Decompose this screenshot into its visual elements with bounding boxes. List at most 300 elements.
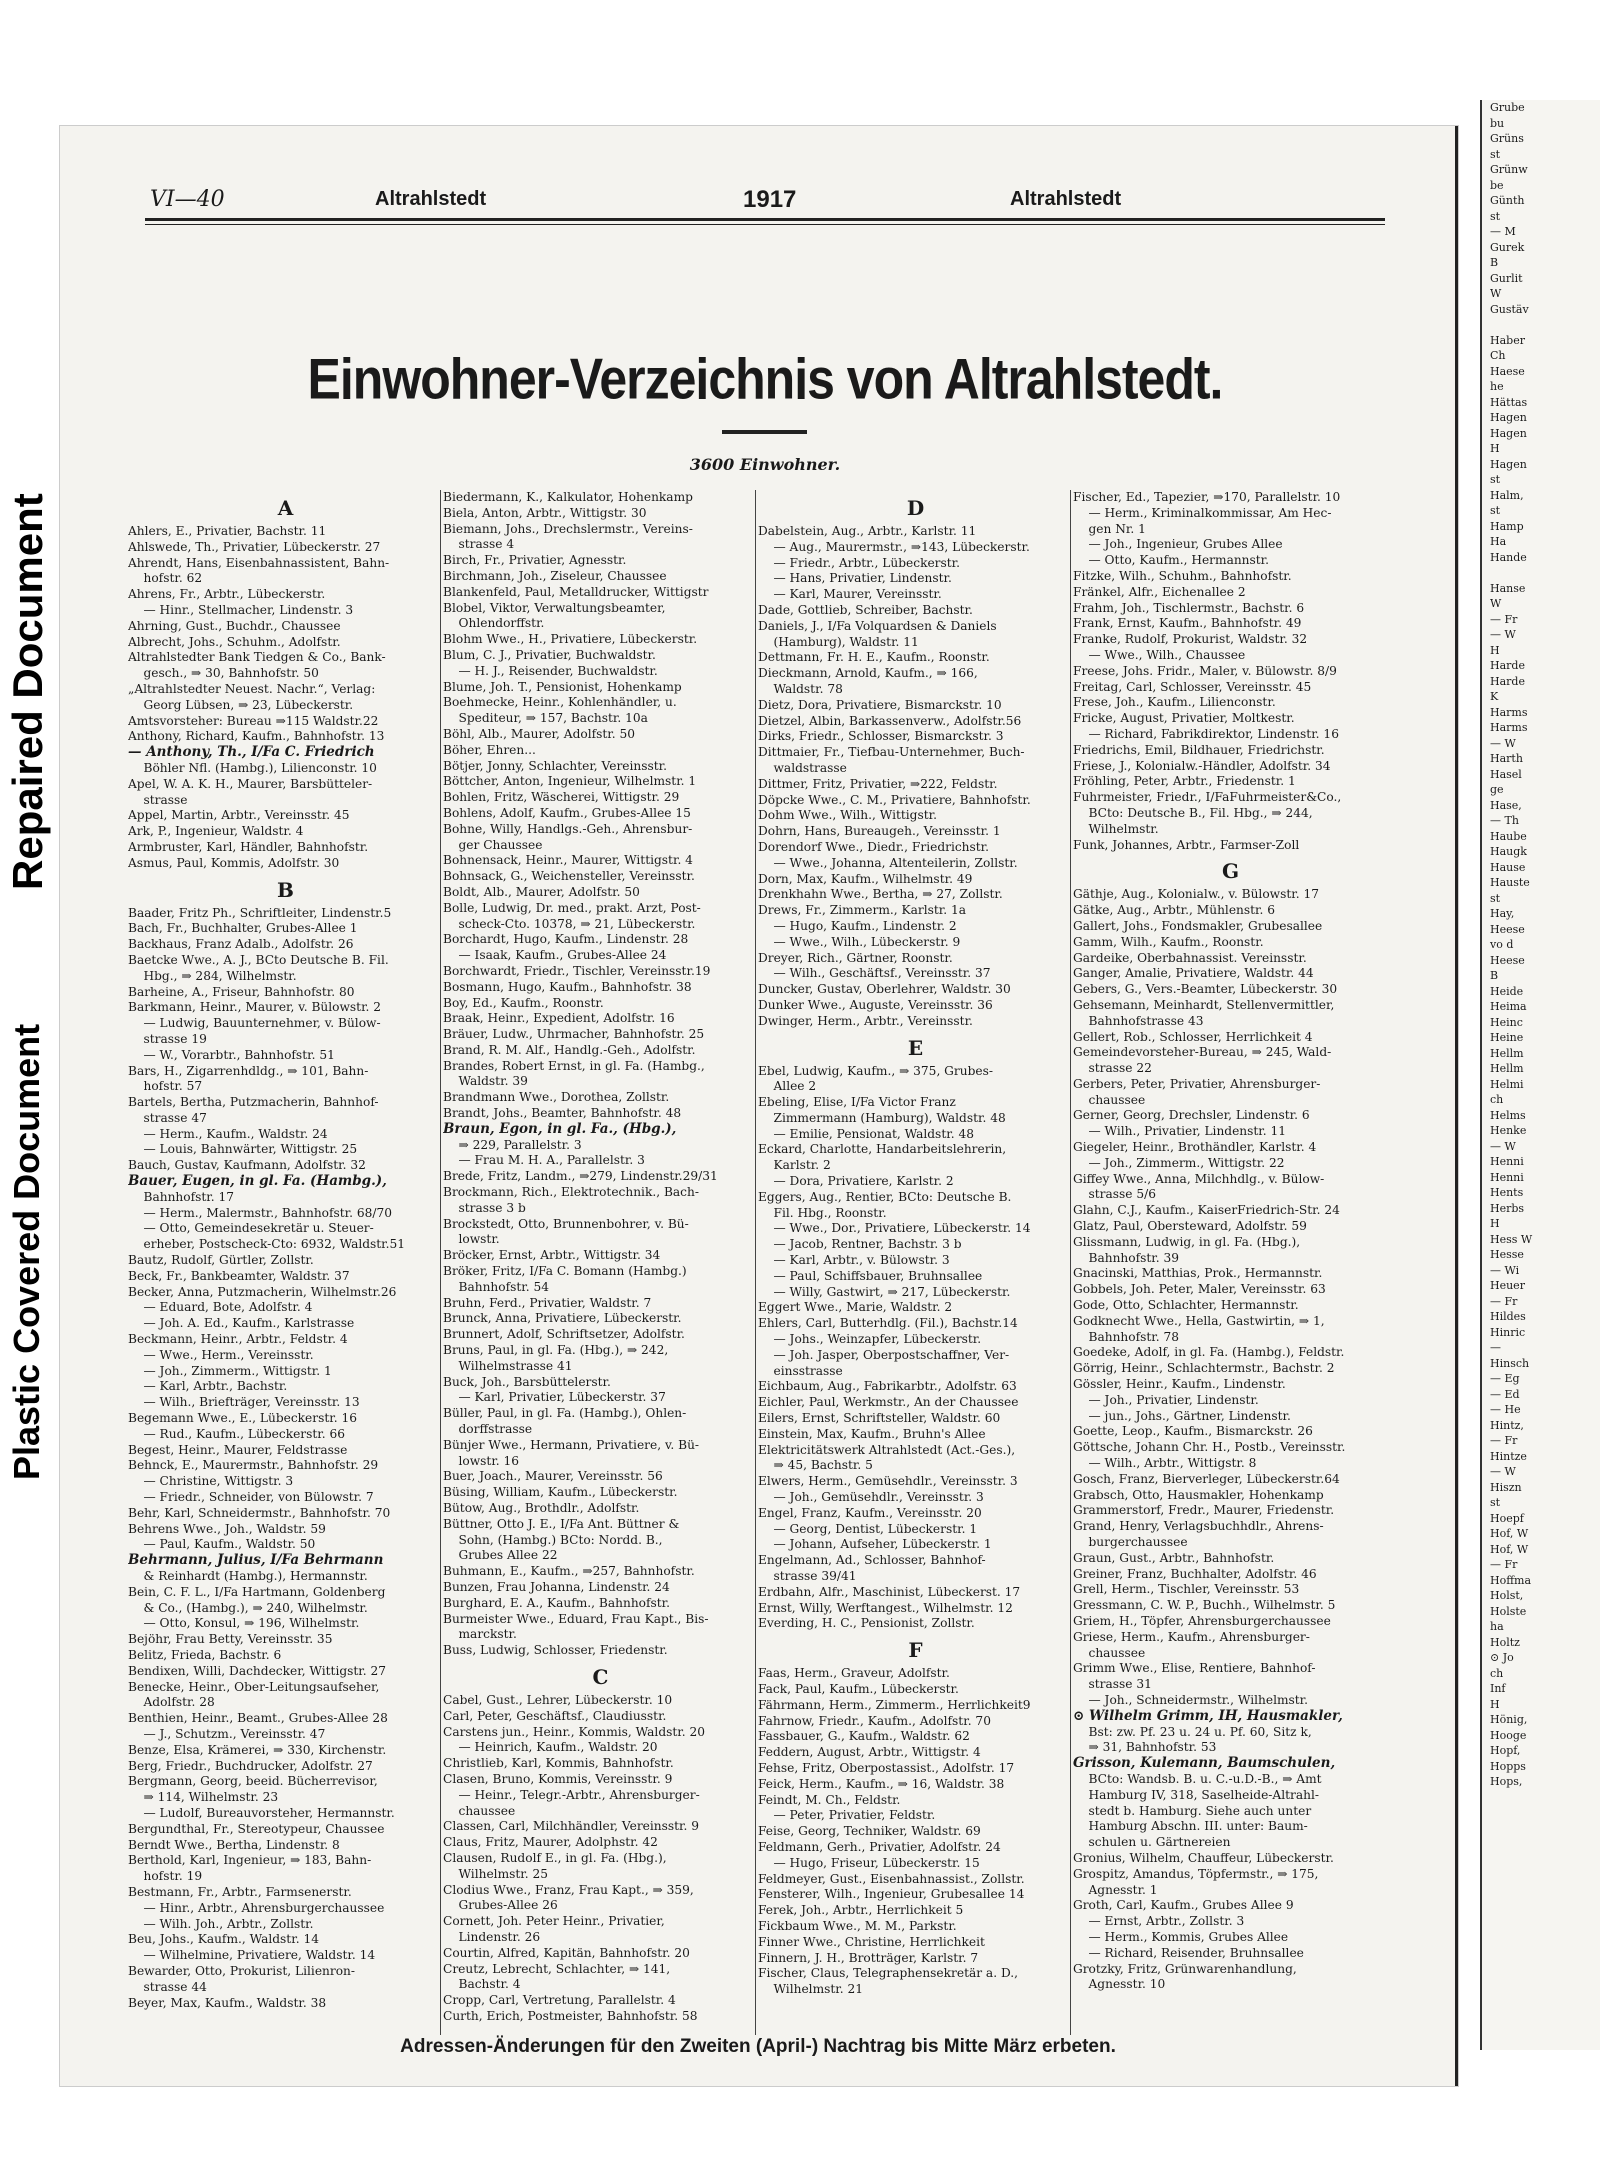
directory-entry: Blum, C. J., Privatier, Buchwaldstr.	[443, 647, 656, 662]
section-letter: A	[277, 496, 294, 520]
directory-entry: Waldstr. 39	[443, 1074, 528, 1089]
adjacent-page-text: Hintze	[1490, 1449, 1527, 1463]
adjacent-page-text: Hanse	[1490, 581, 1526, 595]
directory-entry: — Wilh., Arbtr., Wittigstr. 8	[1073, 1456, 1257, 1471]
directory-entry: Zimmermann (Hamburg), Waldstr. 48	[758, 1110, 1006, 1125]
directory-entry: Giffey Wwe., Anna, Milchhdlg., v. Bülow-	[1073, 1171, 1325, 1186]
directory-entry: — Ludwig, Bauunternehmer, v. Bülow-	[128, 1016, 381, 1031]
directory-entry: Drenkhahn Wwe., Bertha, ⇒ 27, Zollstr.	[758, 887, 1003, 902]
directory-entry: — Karl, Arbtr., v. Bülowstr. 3	[758, 1253, 950, 1268]
directory-entry: Dietz, Dora, Privatiere, Bismarckstr. 10	[758, 697, 1002, 712]
directory-entry: — Ludolf, Bureauvorsteher, Hermannstr.	[128, 1805, 395, 1820]
directory-entry: scheck-Cto. 10378, ⇒ 21, Lübeckerstr.	[443, 916, 696, 931]
directory-entry: Graun, Gust., Arbtr., Bahnhofstr.	[1073, 1550, 1275, 1565]
directory-entry: ⇒ 31, Bahnhofstr. 53	[1073, 1740, 1217, 1755]
directory-entry: Ahrning, Gust., Buchdr., Chaussee	[128, 618, 341, 633]
directory-entry: Bosmann, Hugo, Kaufm., Bahnhofstr. 38	[443, 979, 692, 994]
adjacent-page-text: Heuer	[1490, 1279, 1525, 1292]
directory-entry: Gehsemann, Meinhardt, Stellenvermittler,	[1073, 997, 1335, 1012]
adjacent-page-text: Hof, W	[1490, 1527, 1529, 1540]
directory-entry: Gätke, Aug., Arbtr., Mühlenstr. 6	[1073, 903, 1276, 918]
directory-entry: Behr, Karl, Schneidermstr., Bahnhofstr. 70	[128, 1505, 391, 1520]
directory-entry: Göttsche, Johann Chr. H., Postb., Vereinsstr.	[1073, 1440, 1346, 1455]
directory-entry: Borchwardt, Friedr., Tischler, Vereinsstr.19	[443, 963, 711, 978]
directory-entry: Bergmann, Georg, beeid. Bücherrevisor,	[128, 1774, 378, 1789]
directory-entry: — Willy, Gastwirt, ⇒ 217, Lübeckerstr.	[758, 1284, 1011, 1299]
directory-entry: Bars, H., Zigarrenhdldg., ⇒ 101, Bahn-	[128, 1063, 369, 1078]
adjacent-page-text: — M	[1490, 225, 1516, 238]
column-divider	[755, 490, 756, 2035]
directory-entry: Christlieb, Karl, Kommis, Bahnhofstr.	[443, 1756, 674, 1771]
adjacent-page-text: Hesse	[1490, 1248, 1524, 1261]
adjacent-page-text: K	[1490, 690, 1499, 703]
directory-entry: — Emilie, Pensionat, Waldstr. 48	[758, 1126, 974, 1141]
directory-entry: Fuhrmeister, Friedr., I/FaFuhrmeister&Co.,	[1073, 790, 1342, 805]
directory-entry: Feldmeyer, Gust., Eisenbahnassist., Zollstr.	[758, 1871, 1025, 1886]
directory-entry: Cornett, Joh. Peter Heinr., Privatier,	[443, 1914, 665, 1929]
directory-entry: Clausen, Rudolf E., in gl. Fa. (Hbg.),	[443, 1850, 667, 1865]
directory-entry: Fil. Hbg., Roonstr.	[758, 1205, 887, 1220]
directory-entry: strasse 5/6	[1073, 1187, 1156, 1202]
adjacent-page-text: Hamp	[1490, 519, 1524, 533]
directory-column-4	[1073, 490, 1388, 2030]
directory-entry: Bach, Fr., Buchhalter, Grubes-Allee 1	[128, 921, 358, 936]
adjacent-page-text: — Ed	[1490, 1387, 1520, 1401]
directory-entry: — Louis, Bahnwärter, Wittigstr. 25	[128, 1142, 358, 1157]
directory-entry: Gosch, Franz, Bierverleger, Lübeckerstr.64	[1073, 1471, 1340, 1486]
directory-entry: Bejöhr, Frau Betty, Vereinsstr. 35	[128, 1632, 333, 1647]
adjacent-page-text: st	[1490, 504, 1501, 517]
directory-entry: erheber, Postscheck-Cto: 6932, Waldstr.51	[128, 1237, 406, 1252]
directory-entry: Bünjer Wwe., Hermann, Privatiere, v. Bü-	[443, 1437, 700, 1452]
directory-entry: Bröcker, Ernst, Arbtr., Wittigstr. 34	[443, 1248, 661, 1263]
directory-entry: Bestmann, Fr., Arbtr., Farmsenerstr.	[128, 1884, 352, 1899]
directory-entry: Bohnensack, Heinr., Maurer, Wittigstr. 4	[443, 853, 693, 868]
directory-entry: & Reinhardt (Hambg.), Hermannstr.	[128, 1569, 368, 1583]
directory-entry: Behrmann, Julius, I/Fa Behrmann	[128, 1552, 384, 1569]
directory-entry: — Wilh., Privatier, Lindenstr. 11	[1073, 1124, 1287, 1139]
directory-entry: — Karl, Maurer, Vereinsstr.	[758, 587, 942, 602]
directory-entry: — Hinr., Arbtr., Ahrensburgerchaussee	[128, 1900, 385, 1915]
header-rule	[145, 218, 1385, 221]
directory-entry: Braun, Egon, in gl. Fa., (Hbg.),	[443, 1120, 677, 1137]
directory-entry: Brede, Fritz, Landm., ⇒279, Lindenstr.29/31	[443, 1169, 718, 1184]
directory-entry: Belitz, Frieda, Bachstr. 6	[128, 1647, 282, 1662]
directory-entry: ⇒ 114, Wilhelmstr. 23	[128, 1790, 279, 1805]
directory-entry: Grimm Wwe., Elise, Rentiere, Bahnhof-	[1073, 1661, 1316, 1676]
directory-entry: Benecke, Heinr., Ober-Leitungsaufseher,	[128, 1679, 380, 1694]
directory-entry: Frahm, Joh., Tischlermstr., Bachstr. 6	[1073, 600, 1305, 615]
directory-entry: Cabel, Gust., Lehrer, Lübeckerstr. 10	[443, 1692, 673, 1707]
page-subtitle: 3600 Einwohner.	[689, 455, 841, 474]
directory-entry: — Hugo, Kaufm., Lindenstr. 2	[758, 918, 957, 933]
adjacent-page-text	[1482, 565, 1600, 581]
directory-entry: Blume, Joh. T., Pensionist, Hohenkamp	[443, 679, 682, 694]
directory-entry: Grisson, Kulemann, Baumschulen,	[1073, 1755, 1336, 1772]
directory-entry: Beckmann, Heinr., Arbtr., Feldstr. 4	[128, 1332, 348, 1347]
directory-entry: Dietzel, Albin, Barkassenverw., Adolfstr.56	[758, 713, 1022, 728]
directory-entry: Fränkel, Alfr., Eichenallee 2	[1073, 584, 1246, 599]
adjacent-page-text: ge	[1490, 783, 1504, 796]
directory-entry: Godknecht Wwe., Hella, Gastwirtin, ⇒ 1,	[1073, 1313, 1325, 1328]
directory-entry: Fischer, Claus, Telegraphensekretär a. D.,	[758, 1966, 1019, 1981]
adjacent-page-text: Heese	[1490, 953, 1525, 967]
directory-entry: Bahnhofstr. 78	[1073, 1329, 1180, 1344]
adjacent-page-text: st	[1490, 891, 1501, 905]
directory-entry: Ganger, Amalie, Privatiere, Waldstr. 44	[1073, 966, 1314, 981]
adjacent-page-text: Günth	[1490, 194, 1525, 207]
directory-entry: — Herm., Malermstr., Bahnhofstr. 68/70	[128, 1205, 393, 1220]
directory-entry: waldstrasse	[758, 760, 847, 775]
directory-entry: — Wwe., Dor., Privatiere, Lübeckerstr. 14	[758, 1221, 1031, 1236]
directory-entry: Bütow, Aug., Brothdlr., Adolfstr.	[443, 1501, 640, 1515]
directory-entry: ⇒ 229, Parallelstr. 3	[443, 1137, 582, 1152]
directory-entry: chaussee	[1073, 1092, 1146, 1107]
directory-entry: — Johs., Weinzapfer, Lübeckerstr.	[758, 1332, 982, 1347]
directory-entry: Fensterer, Wilh., Ingenieur, Grubesallee 14	[758, 1887, 1025, 1902]
adjacent-page-text: Hinric	[1490, 1325, 1526, 1339]
directory-entry: Büsing, William, Kaufm., Lübeckerstr.	[443, 1485, 678, 1500]
directory-entry: Hbg., ⇒ 284, Wilhelmstr.	[128, 968, 297, 983]
directory-entry: Benthien, Heinr., Beamt., Grubes-Allee 28	[128, 1711, 388, 1726]
directory-entry: Bruhn, Ferd., Privatier, Waldstr. 7	[443, 1295, 652, 1310]
page-header	[85, 184, 1375, 214]
adjacent-page-text: st	[1490, 473, 1501, 486]
directory-entry: Gamm, Wilh., Kaufm., Roonstr.	[1073, 934, 1264, 949]
adjacent-page-text: Heima	[1490, 1000, 1527, 1013]
directory-entry: Finnern, J. H., Brotträger, Karlstr. 7	[758, 1950, 979, 1965]
directory-entry: — H. J., Reisender, Buchwaldstr.	[443, 663, 658, 678]
directory-entry: Dwinger, Herm., Arbtr., Vereinsstr.	[758, 1013, 973, 1028]
directory-entry: Dohrn, Hans, Bureaugeh., Vereinsstr. 1	[758, 824, 1001, 839]
directory-entry: lowstr. 16	[443, 1453, 520, 1468]
directory-entry: Dohm Wwe., Wilh., Wittigstr.	[758, 808, 937, 823]
directory-entry: — Rud., Kaufm., Lübeckerstr. 66	[128, 1426, 346, 1441]
adjacent-page-text: Hof, W	[1490, 1542, 1529, 1556]
directory-entry: Gardeike, Oberbahnassist. Vereinsstr.	[1073, 950, 1307, 965]
directory-entry: Dunker Wwe., Auguste, Vereinsstr. 36	[758, 997, 993, 1012]
directory-entry: Clasen, Bruno, Kommis, Vereinsstr. 9	[443, 1771, 673, 1786]
directory-entry: Brand, R. M. Alf., Handlg.-Geh., Adolfstr.	[443, 1042, 696, 1057]
directory-entry: Barkmann, Heinr., Maurer, v. Bülowstr. 2	[128, 1000, 382, 1015]
directory-entry: Gebers, G., Vers.-Beamter, Lübeckerstr. 30	[1073, 982, 1338, 997]
directory-entry: Begest, Heinr., Maurer, Feldstrasse	[128, 1442, 348, 1457]
column-divider	[1070, 490, 1071, 2035]
directory-entry: — Herm., Kriminalkommissar, Am Hec-	[1073, 505, 1332, 520]
directory-entry: — Karl, Privatier, Lübeckerstr. 37	[443, 1390, 666, 1405]
adjacent-page-text: Hopps	[1490, 1759, 1526, 1773]
directory-entry: Bartels, Bertha, Putzmacherin, Bahnhof-	[128, 1095, 379, 1110]
directory-entry: strasse 47	[128, 1110, 207, 1125]
directory-entry: Bachstr. 4	[443, 1977, 521, 1992]
directory-entry: — Herm., Kaufm., Waldstr. 24	[128, 1126, 328, 1141]
directory-entry: Ebeling, Elise, I/Fa Victor Franz	[758, 1095, 956, 1110]
directory-column-1	[128, 490, 443, 2030]
adjacent-page-text: — Wi	[1490, 1263, 1520, 1277]
directory-entry: Böhl, Alb., Maurer, Adolfstr. 50	[443, 726, 636, 741]
directory-entry: Dorn, Max, Kaufm., Wilhelmstr. 49	[758, 871, 973, 886]
directory-entry: Freitag, Carl, Schlosser, Vereinsstr. 45	[1073, 679, 1312, 694]
directory-entry: — Peter, Privatier, Feldstr.	[758, 1808, 936, 1823]
adjacent-page-text: Hess W	[1490, 1232, 1533, 1246]
adjacent-page-text: — Fr	[1490, 1294, 1518, 1308]
directory-entry: Berthold, Karl, Ingenieur, ⇒ 183, Bahn-	[128, 1853, 372, 1868]
directory-entry: Birch, Fr., Privatier, Agnesstr.	[443, 553, 627, 568]
directory-entry: schulen u. Gärtnereien	[1073, 1835, 1231, 1850]
adjacent-page-text: Hildes	[1490, 1310, 1526, 1323]
directory-entry: dorffstrasse	[443, 1422, 533, 1437]
directory-entry: — Georg, Dentist, Lübeckerstr. 1	[758, 1521, 978, 1536]
directory-entry: Berg, Friedr., Buchdrucker, Adolfstr. 27	[128, 1758, 373, 1773]
directory-entry: Feldmann, Gerh., Privatier, Adolfstr. 24	[758, 1839, 1001, 1854]
directory-entry: & Co., (Hambg.), ⇒ 240, Wilhelmstr.	[128, 1600, 368, 1615]
adjacent-page-text: — W	[1490, 628, 1516, 641]
directory-entry: Brunck, Anna, Privatiere, Lübeckerstr.	[443, 1311, 682, 1326]
directory-entry: Fitzke, Wilh., Schuhm., Bahnhofstr.	[1073, 568, 1292, 583]
directory-entry: Bahnhofstrasse 43	[1073, 1013, 1204, 1028]
adjacent-page-fragment	[1480, 100, 1600, 2050]
side-label-strip	[0, 190, 64, 1480]
directory-entry: Eilers, Ernst, Schriftsteller, Waldstr. 60	[758, 1411, 1001, 1426]
directory-entry: Brunnert, Adolf, Schriftsetzer, Adolfstr.	[443, 1327, 685, 1342]
adjacent-page-text: Ch	[1490, 349, 1506, 362]
adjacent-page-text: Heese	[1490, 922, 1525, 936]
directory-entry: Amtsvorsteher: Bureau ⇒115 Waldstr.22	[128, 713, 379, 728]
directory-entry: — Frau M. H. A., Parallelstr. 3	[443, 1153, 645, 1168]
directory-entry: Döpcke Wwe., C. M., Privatiere, Bahnhofstr.	[758, 792, 1031, 807]
directory-entry: hofstr. 57	[128, 1079, 203, 1094]
directory-entry: Duncker, Gustav, Oberlehrer, Waldstr. 30	[758, 982, 1011, 997]
directory-entry: Dittmer, Fritz, Privatier, ⇒222, Feldstr.	[758, 776, 998, 791]
directory-entry: Bein, C. F. L., I/Fa Hartmann, Goldenberg	[128, 1584, 386, 1599]
directory-entry: BCto: Wandsb. B. u. C.-u.D.-B., ⇒ Amt	[1073, 1771, 1322, 1786]
directory-entry: Clodius Wwe., Franz, Frau Kapt., ⇒ 359,	[443, 1882, 694, 1897]
directory-entry: hofstr. 62	[128, 571, 203, 586]
directory-entry: — Wwe., Johanna, Altenteilerin, Zollstr.	[758, 855, 1018, 870]
directory-entry: Allee 2	[758, 1079, 817, 1094]
directory-entry: — J., Schutzm., Vereinsstr. 47	[128, 1726, 326, 1741]
adjacent-page-text: be	[1490, 178, 1504, 192]
directory-entry: Cropp, Carl, Vertretung, Parallelstr. 4	[443, 1993, 676, 2008]
header-year: 1917	[743, 186, 797, 213]
directory-entry: Blohm Wwe., H., Privatiere, Lübeckerstr.	[443, 632, 698, 647]
adjacent-page-text: H	[1490, 442, 1500, 455]
adjacent-page-text: ⊙ Jo	[1490, 1651, 1514, 1664]
directory-entry: Bewarder, Otto, Prokurist, Lilienron-	[128, 1963, 356, 1978]
directory-entry: Fickbaum Wwe., M. M., Parkstr.	[758, 1918, 957, 1933]
directory-entry: Bolle, Ludwig, Dr. med., prakt. Arzt, Post-	[443, 900, 701, 915]
adjacent-page-text: Helmi	[1490, 1077, 1524, 1091]
directory-entry: — Otto, Kaufm., Hermannstr.	[1073, 553, 1270, 568]
directory-entry: gen Nr. 1	[1073, 521, 1146, 536]
directory-entry: Fröhling, Peter, Arbtr., Friedenstr. 1	[1073, 774, 1296, 789]
adjacent-page-text: Ha	[1490, 535, 1507, 548]
directory-entry: — Karl, Arbtr., Bachstr.	[128, 1379, 288, 1394]
adjacent-page-text: Hande	[1490, 550, 1527, 564]
adjacent-page-text: Hagen	[1490, 426, 1527, 440]
adjacent-page-text: Hintz,	[1490, 1418, 1524, 1432]
adjacent-page-text: Hagen	[1490, 411, 1527, 424]
directory-entry: Bohnsack, G., Weichensteller, Vereinsstr.	[443, 869, 695, 884]
adjacent-page-text: Haese	[1490, 364, 1525, 378]
page-number: VI—40	[150, 187, 225, 212]
directory-entry: Beu, Johs., Kaufm., Waldstr. 14	[128, 1932, 319, 1947]
adjacent-page-text	[1482, 317, 1600, 333]
directory-entry: Buck, Joh., Barsbüttelerstr.	[443, 1374, 611, 1389]
directory-entry: marckstr.	[443, 1627, 517, 1642]
adjacent-page-text: Heine	[1490, 1031, 1524, 1044]
page-footer-notice: Adressen-Änderungen für den Zweiten (April-) Nachtrag bis Mitte März erbeten.	[400, 2036, 1116, 2057]
directory-entry: Sohn, (Hambg.) BCto: Nordd. B.,	[443, 1532, 663, 1547]
directory-entry: Franke, Rudolf, Prokurist, Waldstr. 32	[1073, 632, 1308, 647]
directory-entry: Bahnhofstr. 17	[128, 1189, 235, 1204]
adjacent-page-text: Hents	[1490, 1186, 1524, 1199]
directory-entry: Wilhelmstrasse 41	[443, 1358, 573, 1373]
adjacent-page-text: ha	[1490, 1620, 1504, 1633]
directory-entry: Frese, Joh., Kaufm., Lilienconstr.	[1073, 695, 1276, 710]
column-divider	[440, 490, 441, 2035]
directory-entry: Everding, H. C., Pensionist, Zollstr.	[758, 1616, 975, 1631]
directory-entry: — Aug., Maurermstr., ⇒143, Lübeckerstr.	[758, 539, 1030, 554]
directory-entry: Apel, W. A. K. H., Maurer, Barsbütteler-	[128, 776, 373, 791]
directory-entry: Beck, Fr., Bankbeamter, Waldstr. 37	[128, 1268, 350, 1283]
directory-entry: Fassbauer, G., Kaufm., Waldstr. 62	[758, 1729, 970, 1744]
directory-entry: burgerchaussee	[1073, 1535, 1188, 1549]
adjacent-page-text: Holtz	[1490, 1635, 1520, 1649]
directory-entry: Dittmaier, Fr., Tiefbau-Unternehmer, Buch-	[758, 745, 1025, 760]
directory-entry: — Joh., Zimmerm., Wittigstr. 1	[128, 1363, 332, 1378]
directory-entry: strasse 3 b	[443, 1200, 526, 1215]
directory-entry: — Paul, Schiffsbauer, Bruhnsallee	[758, 1268, 983, 1283]
directory-entry: Böhler Nfl. (Hambg.), Lilienconstr. 10	[128, 760, 377, 775]
adjacent-page-text: — W	[1490, 1465, 1516, 1478]
adjacent-page-text: Gustäv	[1490, 302, 1529, 316]
adjacent-page-text: st	[1490, 147, 1501, 161]
directory-entry: — Friedr., Schneider, von Bülowstr. 7	[128, 1490, 374, 1505]
directory-entry: Görrig, Heinr., Schlachtermstr., Bachstr. 2	[1073, 1361, 1335, 1376]
directory-entry: Grotzky, Fritz, Grünwarenhandlung,	[1073, 1961, 1297, 1976]
adjacent-page-text: H	[1490, 643, 1500, 657]
adjacent-page-text: bu	[1490, 116, 1505, 130]
directory-entry: — Wilh., Briefträger, Vereinsstr. 13	[128, 1395, 360, 1410]
directory-entry: — jun., Johs., Gärtner, Lindenstr.	[1073, 1408, 1291, 1423]
directory-entry: Bötjer, Jonny, Schlachter, Vereinsstr.	[443, 758, 668, 773]
directory-entry: Altrahlstedter Bank Tiedgen & Co., Bank-	[128, 650, 386, 665]
section-letter: F	[908, 1638, 923, 1663]
directory-entry: Biemann, Johs., Drechslermstr., Vereins-	[443, 521, 693, 536]
directory-entry: einsstrasse	[758, 1363, 843, 1378]
directory-entry: Engelmann, Ad., Schlosser, Bahnhof-	[758, 1553, 986, 1568]
directory-entry: — Otto, Konsul, ⇒ 196, Wilhelmstr.	[128, 1616, 360, 1631]
directory-entry: — Joh., Gemüsehdlr., Vereinsstr. 3	[758, 1490, 984, 1505]
directory-entry: Brandes, Robert Ernst, in gl. Fa. (Hambg.,	[443, 1058, 705, 1073]
adjacent-page-text: Helms	[1490, 1108, 1526, 1122]
directory-entry: — Isaak, Kaufm., Grubes-Allee 24	[443, 948, 667, 963]
directory-entry: strasse 39/41	[758, 1569, 857, 1583]
directory-entry: Boy, Ed., Kaufm., Roonstr.	[443, 995, 604, 1010]
directory-entry: Armbruster, Karl, Händler, Bahnhofstr.	[128, 839, 369, 854]
directory-entry: Gobbels, Joh. Peter, Maler, Vereinsstr. 63	[1073, 1282, 1326, 1297]
adjacent-page-text: B	[1490, 969, 1499, 982]
directory-entry: Buhmann, E., Kaufm., ⇒257, Bahnhofstr.	[443, 1564, 695, 1579]
directory-entry: — Anthony, Th., I/Fa C. Friedrich	[128, 744, 375, 761]
directory-entry: Fack, Paul, Kaufm., Lübeckerstr.	[758, 1681, 959, 1696]
directory-entry: Bunzen, Frau Johanna, Lindenstr. 24	[443, 1579, 670, 1594]
directory-entry: Ahrendt, Hans, Eisenbahnassistent, Bahn-	[128, 555, 390, 570]
directory-entry: chaussee	[443, 1803, 516, 1818]
directory-entry: chaussee	[1073, 1645, 1146, 1660]
directory-entry: — Wwe., Herm., Vereinsstr.	[128, 1347, 314, 1362]
adjacent-page-text: — W	[1490, 1139, 1516, 1153]
directory-entry: Glatz, Paul, Obersteward, Adolfstr. 59	[1073, 1219, 1307, 1234]
adjacent-page-text: Hättas	[1490, 395, 1528, 409]
directory-entry: — Hans, Privatier, Lindenstr.	[758, 571, 952, 586]
adjacent-page-text: Grünw	[1490, 163, 1528, 176]
directory-entry: Boehmecke, Heinr., Kohlenhändler, u.	[443, 695, 677, 710]
directory-entry: Ahrens, Fr., Arbtr., Lübeckerstr.	[128, 587, 326, 602]
directory-entry: hofstr. 19	[128, 1869, 203, 1884]
adjacent-page-text: Gurlit	[1490, 271, 1523, 285]
directory-entry: Gressmann, C. W. P., Buchh., Wilhelmstr. 5	[1073, 1598, 1336, 1613]
adjacent-page-text: — Fr	[1490, 1558, 1518, 1571]
directory-entry: Asmus, Paul, Kommis, Adolfstr. 30	[128, 855, 340, 870]
adjacent-page-text: Henni	[1490, 1155, 1524, 1168]
adjacent-page-text: Hay,	[1490, 907, 1515, 920]
directory-entry: Biedermann, K., Kalkulator, Hohenkamp	[443, 490, 693, 504]
adjacent-page-text: Hoffma	[1490, 1573, 1532, 1587]
directory-entry: Engel, Franz, Kaufm., Vereinsstr. 20	[758, 1505, 982, 1520]
directory-entry: ger Chaussee	[443, 837, 543, 852]
directory-entry: Fährmann, Herm., Zimmerm., Herrlichkeit9	[758, 1697, 1031, 1712]
adjacent-page-text: Harth	[1490, 752, 1523, 765]
adjacent-page-text: H	[1490, 1697, 1500, 1711]
directory-entry: Eggert Wwe., Marie, Waldstr. 2	[758, 1300, 953, 1315]
directory-entry: Grospitz, Amandus, Töpfermstr., ⇒ 175,	[1073, 1866, 1319, 1881]
directory-entry: Glahn, C.J., Kaufm., KaiserFriedrich-Str. 24	[1073, 1203, 1340, 1218]
directory-entry: Gössler, Heinr., Kaufm., Lindenstr.	[1073, 1377, 1286, 1392]
directory-entry: Eggers, Aug., Rentier, BCto: Deutsche B.	[758, 1189, 1012, 1204]
adjacent-page-text: Grube	[1490, 101, 1525, 114]
directory-entry: — Otto, Gemeindesekretär u. Steuer-	[128, 1221, 374, 1236]
directory-entry: — Ernst, Arbtr., Zollstr. 3	[1073, 1914, 1245, 1929]
directory-entry: Wilhelmstr. 21	[758, 1982, 864, 1997]
directory-entry: Bahnhofstr. 54	[443, 1279, 550, 1294]
directory-entry: Bst: zw. Pf. 23 u. 24 u. Pf. 60, Sitz k,	[1073, 1724, 1312, 1739]
directory-entry: Blobel, Viktor, Verwaltungsbeamter,	[443, 600, 666, 615]
section-letter: C	[592, 1664, 609, 1689]
directory-entry: Glissmann, Ludwig, in gl. Fa. (Hbg.),	[1073, 1234, 1301, 1249]
directory-entry: Grammerstorf, Fredr., Maurer, Friedenstr.	[1073, 1503, 1335, 1518]
adjacent-page-text: H	[1490, 1217, 1500, 1230]
directory-entry: Friese, J., Kolonialw.-Händler, Adolfstr. 34	[1073, 758, 1331, 773]
section-letter: G	[1221, 859, 1240, 884]
directory-entry: Begemann Wwe., E., Lübeckerstr. 16	[128, 1411, 357, 1426]
directory-entry: (Hamburg), Waldstr. 11	[758, 634, 919, 649]
directory-entry: Burmeister Wwe., Eduard, Frau Kapt., Bis-	[443, 1611, 709, 1626]
adjacent-page-text: Inf	[1490, 1682, 1506, 1695]
directory-entry: Feise, Georg, Techniker, Waldstr. 69	[758, 1824, 981, 1839]
adjacent-page-text: — Th	[1490, 814, 1519, 827]
directory-entry: Albrecht, Johs., Schuhm., Adolfstr.	[128, 634, 341, 649]
adjacent-page-text: Hinsch	[1490, 1356, 1530, 1370]
directory-column-3	[758, 490, 1073, 2030]
directory-entry: Fischer, Ed., Tapezier, ⇒170, Parallelstr. 10	[1073, 490, 1341, 504]
directory-entry: — Hinr., Stellmacher, Lindenstr. 3	[128, 602, 354, 617]
header-right-title: Altrahlstedt	[1010, 188, 1122, 210]
directory-entry: — Wwe., Wilh., Lübeckerstr. 9	[758, 934, 961, 949]
directory-entry: Burghard, E. A., Kaufm., Bahnhofstr.	[443, 1595, 671, 1610]
directory-entry: Courtin, Alfred, Kapitän, Bahnhofstr. 20	[443, 1945, 690, 1960]
